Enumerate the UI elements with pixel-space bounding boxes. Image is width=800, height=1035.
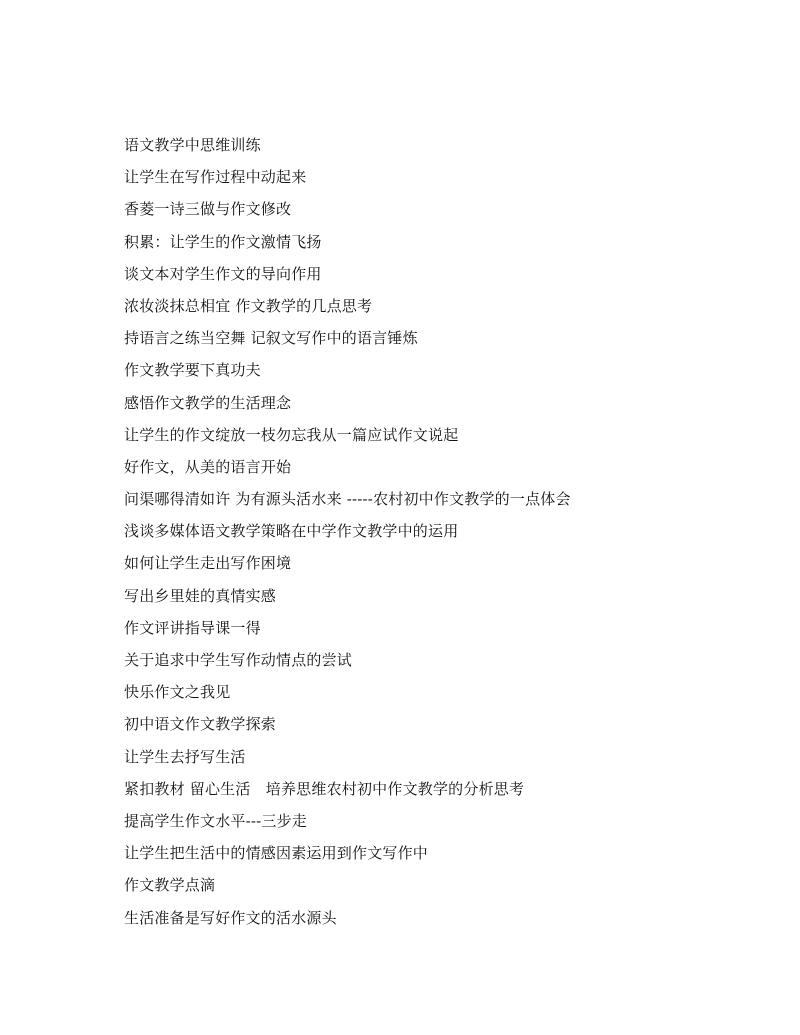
list-item: 快乐作文之我见: [124, 683, 231, 702]
list-item: 写出乡里娃的真情实感: [124, 586, 277, 605]
list-item: 浓妆淡抹总相宜 作文教学的几点思考: [124, 296, 373, 315]
list-item: 紧扣教材 留心生活 培养思维农村初中作文教学的分析思考: [124, 779, 525, 798]
list-item: 香菱一诗三做与作文修改: [124, 200, 292, 219]
list-item: 感悟作文教学的生活理念: [124, 393, 292, 412]
list-item: 谈文本对学生作文的导向作用: [124, 264, 322, 283]
list-item: 让学生的作文绽放一枝勿忘我从一篇应试作文说起: [124, 425, 459, 444]
list-item: 如何让学生走出写作困境: [124, 554, 292, 573]
list-item: 初中语文作文教学探索: [124, 715, 277, 734]
list-item: 提高学生作文水平---三步走: [124, 811, 308, 830]
list-item: 作文评讲指导课一得: [124, 618, 261, 637]
list-item: 好作文，从美的语言开始: [124, 457, 292, 476]
list-item: 让学生在写作过程中动起来: [124, 168, 307, 187]
list-item: 积累：让学生的作文激情飞扬: [124, 232, 322, 251]
list-item: 关于追求中学生写作动情点的尝试: [124, 651, 353, 669]
list-item: 问渠哪得清如许 为有源头活水来 -----农村初中作文教学的一点体会: [124, 490, 571, 509]
list-item: 让学生把生活中的情感因素运用到作文写作中: [124, 844, 429, 863]
list-item: 生活准备是写好作文的活水源头: [124, 908, 337, 927]
list-item: 让学生去抒写生活: [124, 747, 246, 766]
article-title-list: [124, 132, 571, 937]
list-item: 浅谈多媒体语文教学策略在中学作文教学中的运用: [124, 522, 459, 541]
list-item: 作文教学要下真功夫: [124, 361, 261, 380]
list-item: 作文教学点滴: [124, 876, 216, 895]
list-item: 持语言之练当空舞 记叙文写作中的语言锤炼: [124, 329, 418, 348]
list-item: 语文教学中思维训练: [124, 136, 261, 154]
